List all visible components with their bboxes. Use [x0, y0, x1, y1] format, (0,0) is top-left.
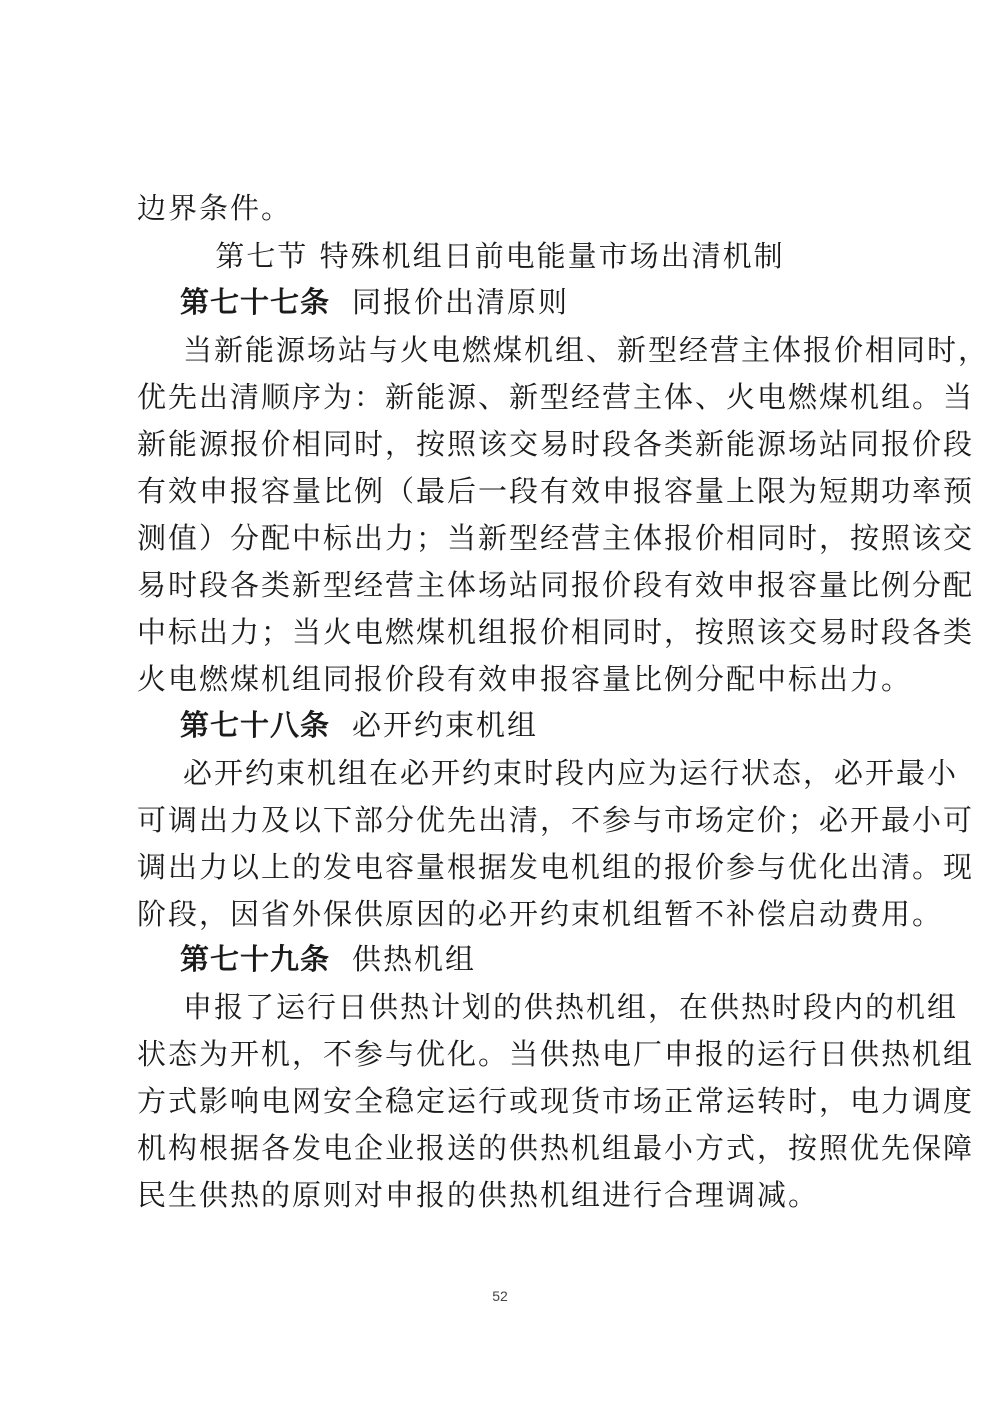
paragraph-line: 易时段各类新型经营主体场站同报价段有效申报容量比例分配	[137, 568, 975, 602]
paragraph-line: 必开约束机组在必开约束时段内应为运行状态，必开最小	[183, 756, 959, 790]
article-heading	[180, 705, 780, 745]
paragraph-line: 测值）分配中标出力；当新型经营主体报价相同时，按照该交	[137, 521, 975, 555]
article-number: 第七十九条	[180, 942, 331, 976]
paragraph-line: 优先出清顺序为：新能源、新型经营主体、火电燃煤机组。当	[137, 380, 975, 414]
article-number: 第七十八条	[180, 708, 331, 742]
paragraph-line: 机构根据各发电企业报送的供热机组最小方式，按照优先保障	[137, 1131, 975, 1165]
paragraph-line: 当新能源场站与火电燃煤机组、新型经营主体报价相同时，	[183, 333, 990, 367]
paragraph-line: 边界条件。	[137, 191, 293, 225]
paragraph-line: 火电燃煤机组同报价段有效申报容量比例分配中标出力。	[137, 662, 913, 696]
paragraph-line: 方式影响电网安全稳定运行或现货市场正常运转时，电力调度	[137, 1084, 975, 1118]
article-heading	[180, 282, 780, 322]
paragraph-line: 可调出力及以下部分优先出清，不参与市场定价；必开最小可	[137, 803, 975, 837]
article-title: 供热机组	[352, 942, 477, 976]
paragraph-line: 中标出力；当火电燃煤机组报价相同时，按照该交易时段各类	[137, 615, 975, 649]
article-heading	[180, 939, 780, 979]
paragraph-line: 民生供热的原则对申报的供热机组进行合理调减。	[137, 1178, 820, 1212]
paragraph-line: 有效申报容量比例（最后一段有效申报容量上限为短期功率预	[137, 474, 975, 508]
paragraph-line: 阶段，因省外保供原因的必开约束机组暂不补偿启动费用。	[137, 897, 944, 931]
page-number: 52	[492, 1288, 508, 1304]
paragraph-line: 调出力以上的发电容量根据发电机组的报价参与优化出清。现	[137, 850, 975, 884]
section-title: 第七节 特殊机组日前电能量市场出清机制	[215, 239, 785, 273]
paragraph-line: 新能源报价相同时，按照该交易时段各类新能源场站同报价段	[137, 427, 975, 461]
paragraph-line: 状态为开机，不参与优化。当供热电厂申报的运行日供热机组	[137, 1037, 975, 1071]
article-number: 第七十七条	[180, 285, 331, 319]
article-title: 必开约束机组	[352, 708, 539, 742]
article-title: 同报价出清原则	[352, 285, 570, 319]
paragraph-line: 申报了运行日供热计划的供热机组，在供热时段内的机组	[183, 990, 959, 1024]
